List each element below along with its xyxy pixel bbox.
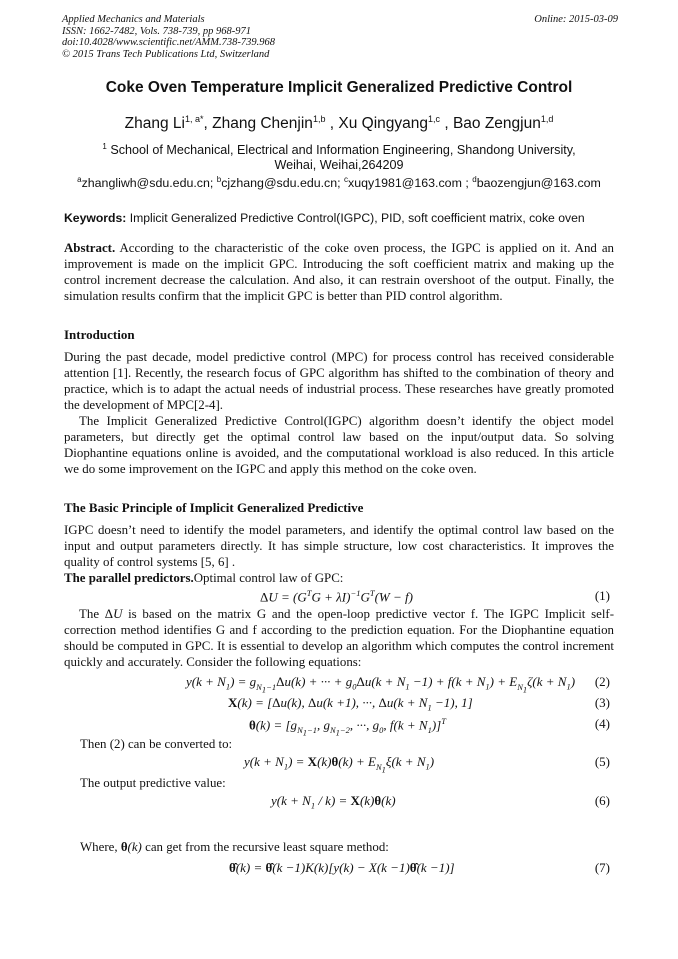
equation-7-formula: θ̂(k) = θ̂(k −1)K(k)[y(k) − X(k −1)θ̂(k −1)] bbox=[229, 860, 455, 875]
affiliation-mark: 1 bbox=[102, 142, 107, 151]
equation-7 bbox=[64, 860, 614, 878]
affiliation-text: School of Mechanical, Electrical and Information Engineering, Shandong University, Weihai, Weihai,264209 bbox=[110, 143, 576, 173]
section-heading-introduction: Introduction bbox=[64, 327, 135, 342]
email-mark: a bbox=[77, 175, 82, 184]
section-heading-basic-principle: The Basic Principle of Implicit Generalized Predictive bbox=[64, 500, 364, 515]
author-name: Bao Zengjun bbox=[452, 115, 541, 133]
author-mark: 1, a* bbox=[184, 114, 204, 124]
intro-paragraph-2: The Implicit Generalized Predictive Control(IGPC) algorithm doesn’t identify the object model parameters, but directly get the optimal control law based on the input/output data. So solving Diophantine equations online is avoided, and the computational workload is also reduced. In this article we do some improvement on the IGPC and apply this method on the coke oven. bbox=[64, 414, 614, 476]
email-link[interactable]: xuqy1981@163.com ; bbox=[348, 176, 469, 191]
email-link[interactable]: baozengjun@163.com bbox=[476, 176, 601, 191]
where-start: Where, bbox=[80, 840, 118, 854]
basic-paragraph-2 bbox=[64, 607, 614, 671]
equation-3 bbox=[64, 695, 614, 713]
author-mark: 1,b bbox=[312, 114, 326, 124]
abstract-label: Abstract. bbox=[64, 241, 116, 255]
author-mark: 1,c bbox=[428, 114, 441, 124]
journal-copyright: © 2015 Trans Tech Publications Ltd, Switzerland bbox=[62, 48, 270, 60]
keywords bbox=[64, 211, 624, 225]
intro-paragraph-1: During the past decade, model predictive control (MPC) for process control has received considerable attention [1]. Recently, the research focus of GPC algorithm has shifted to the combination of theory and practice, which is to adapt the actual needs of industrial process. These researches have greatly promoted the development of MPC[2-4]. bbox=[64, 350, 614, 412]
equation-2-number: (2) bbox=[594, 674, 610, 689]
parallel-predictors-line bbox=[64, 571, 614, 587]
author-mark: 1,d bbox=[540, 114, 554, 124]
equation-3-number: (3) bbox=[594, 695, 610, 710]
where-line bbox=[80, 840, 630, 856]
equation-2 bbox=[64, 674, 614, 695]
equation-4-formula: $\theta(k) = [g_{N_1-1}$, $g_{N_1-2}$, ···, $g_0$, $f(k + N_1)]^T$ bbox=[249, 716, 446, 738]
parallel-predictors-label: The parallel predictors. bbox=[64, 571, 194, 585]
author-name: Zhang Chenjin bbox=[212, 115, 313, 133]
equation-6-formula: $y(k + N_1 / k) = X(k)\theta(k)$ bbox=[271, 793, 396, 811]
equation-2-formula: $y(k + N_1) = g_{N_1-1}\Delta u(k)$ + ··· + $g_0\Delta u(k + N_1 -1) + f(k + N_1) + E_{N_1}\zeta(k + N_1)$ bbox=[186, 674, 576, 695]
equation-4 bbox=[64, 716, 614, 738]
then-line: Then (2) can be converted to: bbox=[80, 737, 233, 751]
journal-issn: ISSN: 1662-7482, Vols. 738-739, pp 968-971 bbox=[62, 25, 251, 37]
author-name: Xu Qingyang bbox=[338, 115, 428, 133]
equation-3-formula: X(k) = [Δu(k), Δu(k +1), ···, $\Delta u(k + N_1 -1)$, 1] bbox=[228, 695, 473, 713]
journal-header bbox=[62, 14, 618, 60]
email-link[interactable]: cjzhang@sdu.edu.cn; bbox=[221, 176, 341, 191]
online-date: Online: 2015-03-09 bbox=[534, 14, 618, 25]
journal-name: Applied Mechanics and Materials bbox=[62, 14, 205, 25]
author-name: Zhang Li bbox=[124, 115, 185, 133]
equation-5 bbox=[64, 754, 614, 775]
equation-7-number: (7) bbox=[594, 860, 610, 875]
basic-paragraph-2-text: is based on the matrix G and the open-loop predictive vector f. The IGPC Implicit self-correction method identifies G and f according to the prediction equation. For the Diophantine equation should be computed in GPC. It is essential to develop an algorithm which computes the control increment quickly and accurately. Consider the following equations: bbox=[64, 607, 614, 669]
basic-paragraph-2-start: The bbox=[79, 607, 100, 621]
journal-doi: doi:10.4028/www.scientific.net/AMM.738-739.968 bbox=[62, 37, 275, 49]
equation-5-formula: $y(k + N_1) = X(k)\theta(k) + E_{N_1}\xi(k + N_1)$ bbox=[244, 754, 435, 775]
abstract-text: According to the characteristic of the coke oven process, the IGPC is applied on it. And an improvement is made on the implicit GPC. Introducing the soft coefficient matrix and making up the control increment decrease the calculation. And also, it can restrain overshoot of the output. Finally, the simulation results confirm that the implicit GPC is better than PID control algorithm. bbox=[64, 241, 614, 303]
equation-6 bbox=[64, 793, 614, 811]
abstract bbox=[64, 241, 614, 305]
equation-1-number: (1) bbox=[594, 588, 610, 603]
parallel-predictors-text: Optimal control law of GPC: bbox=[193, 571, 344, 585]
keywords-label: Keywords: bbox=[64, 211, 127, 225]
delta-u-symbol: ΔU bbox=[104, 607, 123, 621]
email-list bbox=[0, 175, 678, 190]
equation-4-number: (4) bbox=[594, 716, 610, 731]
output-line: The output predictive value: bbox=[80, 776, 226, 790]
author-list: Zhang $Li^{1, a*}$, Zhang Chenjin$^{1,b}$ , Xu Qingyang$^{1,c}$ , Bao Zengjun$^{1,d}$ bbox=[124, 114, 554, 133]
where-text: can get from the recursive least square method: bbox=[145, 840, 389, 854]
basic-paragraph-1: IGPC doesn’t need to identify the model parameters, and identify the optimal control law based on the input and output parameters directly. It has simple structure, low cost characteristics. It improves the quality of control systems [5, 6] . bbox=[64, 523, 614, 569]
theta-symbol: θ(k) bbox=[120, 840, 142, 854]
email-mark: b bbox=[216, 175, 222, 184]
equation-1-formula: $\Delta U = (G^TG + \lambda I)^{-1}G^T(W - f)$ bbox=[260, 588, 413, 605]
email-mark: d bbox=[472, 175, 477, 184]
email-mark: c bbox=[344, 175, 349, 184]
equation-1 bbox=[64, 588, 614, 606]
equation-6-number: (6) bbox=[594, 793, 610, 808]
keywords-text: Implicit Generalized Predictive Control(IGPC), PID, soft coefficient matrix, coke oven bbox=[129, 211, 585, 225]
equation-5-number: (5) bbox=[594, 754, 610, 769]
email-link[interactable]: zhangliwh@sdu.edu.cn; bbox=[81, 176, 214, 191]
paper-title: Coke Oven Temperature Implicit Generalized Predictive Control bbox=[105, 79, 573, 96]
affiliation bbox=[80, 139, 598, 173]
